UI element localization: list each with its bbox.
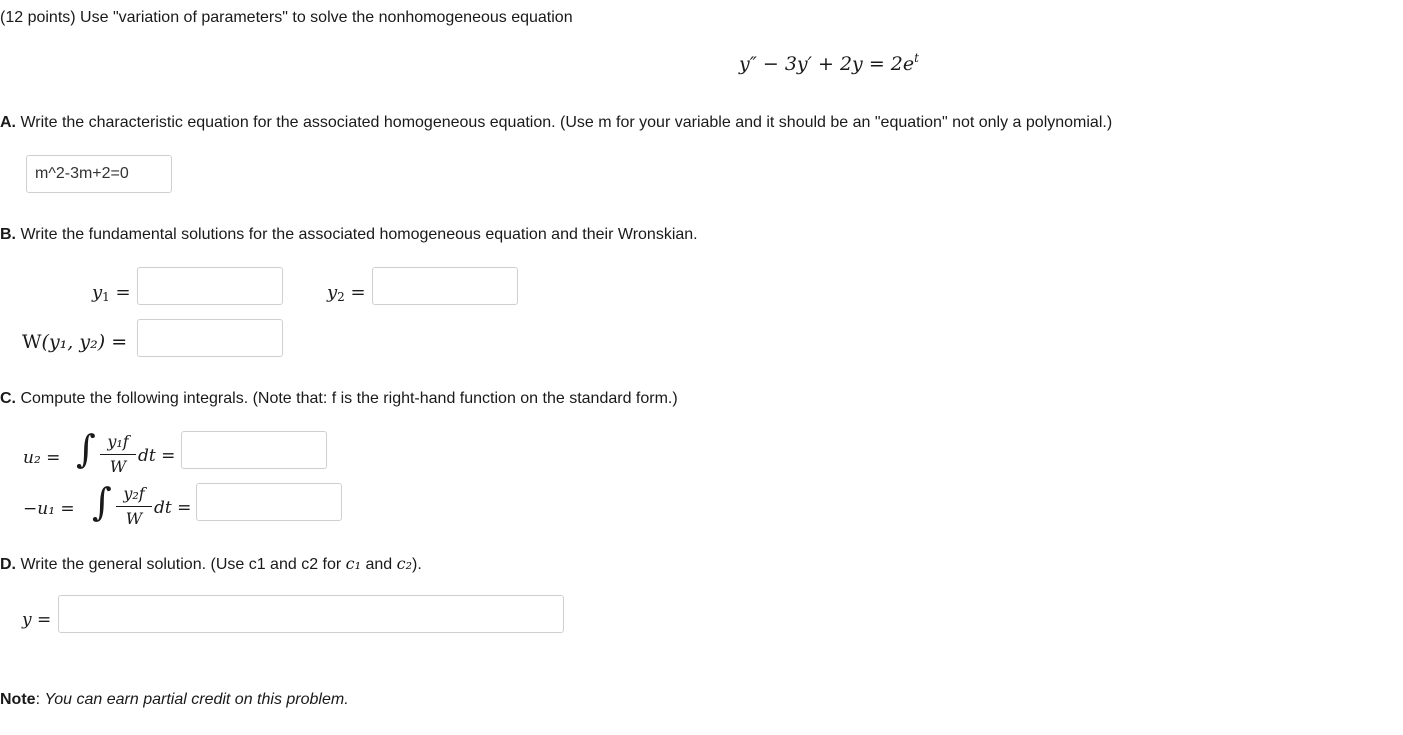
part-c-label: C. [0, 390, 16, 407]
part-b-prompt [0, 226, 698, 244]
u2-fraction [100, 432, 136, 478]
wronskian-symbol: W [22, 331, 42, 353]
wronskian-args: (y₁, y₂) [41, 331, 106, 353]
part-a-prompt [0, 114, 1112, 132]
characteristic-equation-input[interactable] [26, 155, 172, 193]
u2-dt [138, 446, 175, 466]
u2-input[interactable] [181, 431, 327, 469]
part-a-text: Write the characteristic equation for the associated homogeneous equation. (Use m for your variable and it should be an "equation" not only a polynomial.) [20, 114, 1113, 131]
y2-label [327, 282, 366, 304]
wronskian-input[interactable] [137, 319, 283, 357]
u2-fraction-bar [100, 454, 136, 455]
part-d-c2: c₂ [396, 554, 412, 573]
u2-numerator: y₁f [107, 432, 129, 451]
part-a-label: A. [0, 114, 16, 131]
u2-equals: = [161, 446, 176, 466]
y1-symbol: y [92, 282, 103, 303]
wronskian-label [22, 331, 127, 353]
part-b-text: Write the fundamental solutions for the associated homogeneous equation and their Wronskian. [20, 226, 698, 243]
wronskian-equals: = [111, 331, 128, 353]
part-c-prompt [0, 390, 678, 408]
note-label: Note [0, 691, 36, 708]
main-equation [739, 51, 919, 75]
part-d-prompt [0, 554, 422, 574]
problem-intro: (12 points) Use "variation of parameters" to solve the nonhomogeneous equation [0, 9, 573, 26]
u2-dt-text: dt [138, 446, 156, 466]
neg-u1-label: −u₁ = [23, 499, 75, 519]
u1-fraction-bar [116, 506, 152, 507]
u1-integral-sign: ∫ [92, 480, 112, 524]
y1-label [92, 282, 131, 304]
u2-integral-sign: ∫ [76, 427, 96, 471]
note-text: You can earn partial credit on this problem. [44, 691, 349, 708]
part-b-label: B. [0, 226, 16, 243]
y2-symbol: y [327, 282, 338, 303]
u1-equals: = [177, 498, 192, 518]
general-solution-label: y = [22, 610, 52, 630]
u1-fraction [116, 484, 152, 530]
main-equation-exponent: t [914, 51, 919, 65]
y1-input[interactable] [137, 267, 283, 305]
y2-equals: = [350, 282, 366, 303]
main-equation-text: y″ − 3y′ + 2y = 2e [739, 53, 915, 75]
part-d-label: D. [0, 556, 16, 573]
y1-subscript: 1 [102, 290, 110, 304]
y2-input[interactable] [372, 267, 518, 305]
u2-denominator: W [109, 457, 127, 476]
u1-dt-text: dt [154, 498, 172, 518]
y2-subscript: 2 [337, 290, 345, 304]
u1-dt [154, 498, 191, 518]
note-colon: : [35, 691, 41, 708]
part-d-text-after: ). [412, 556, 422, 573]
u1-input[interactable] [196, 483, 342, 521]
part-d-c1: c₁ [345, 554, 362, 573]
u2-label: u₂ = [23, 448, 61, 468]
note [0, 691, 349, 709]
part-d-text-mid: and [361, 556, 397, 573]
part-d-text-before: Write the general solution. (Use c1 and c2 for [20, 556, 346, 573]
y1-equals: = [115, 282, 131, 303]
part-c-text: Compute the following integrals. (Note that: f is the right-hand function on the standard form.) [20, 390, 678, 407]
u1-denominator: W [125, 509, 143, 528]
general-solution-input[interactable] [58, 595, 564, 633]
u1-numerator: y₂f [123, 484, 145, 503]
